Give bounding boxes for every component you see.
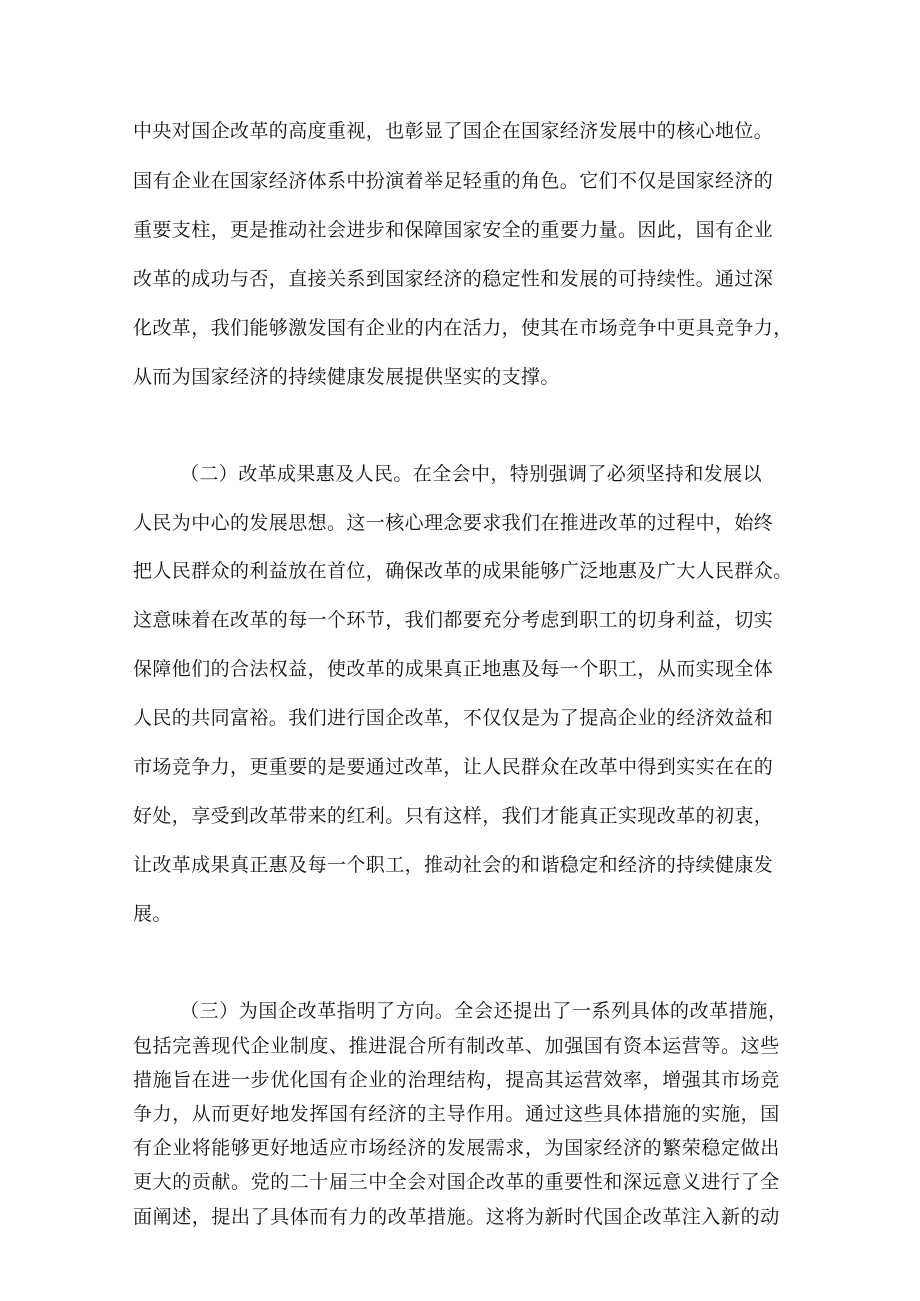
paragraph-two-heading-line: （二）改革成果惠及人民。在全会中，特别强调了必须坚持和发展以 bbox=[180, 463, 763, 485]
paragraph-two-line: 把人民群众的利益放在首位，确保改革的成果能够广泛地惠及广大人民群众。 bbox=[133, 560, 793, 582]
paragraph-three-line: 有企业将能够更好地适应市场经济的发展需求，为国家经济的繁荣稳定做出 bbox=[133, 1137, 780, 1159]
paragraph-intro-line: 国有企业在国家经济体系中扮演着举足轻重的角色。它们不仅是国家经济的 bbox=[133, 170, 774, 192]
paragraph-two-line: 人民为中心的发展思想。这一核心理念要求我们在推进改革的过程中，始终 bbox=[133, 512, 774, 534]
paragraph-two-line: 好处，享受到改革带来的红利。只有这样，我们才能真正实现改革的初衷， bbox=[133, 805, 774, 827]
paragraph-three-line: 面阐述，提出了具体而有力的改革措施。这将为新时代国企改革注入新的动 bbox=[133, 1206, 780, 1228]
paragraph-two-line: 人民的共同富裕。我们进行国企改革，不仅仅是为了提高企业的经济效益和 bbox=[133, 707, 774, 729]
paragraph-two-line: 市场竞争力，更重要的是要通过改革，让人民群众在改革中得到实实在在的 bbox=[133, 756, 774, 778]
paragraph-three-line: 措施旨在进一步优化国有企业的治理结构，提高其运营效率，增强其市场竞 bbox=[133, 1069, 780, 1091]
paragraph-three-line: 更大的贡献。党的二十届三中全会对国企改革的重要性和深远意义进行了全 bbox=[133, 1171, 780, 1193]
paragraph-intro-line: 中央对国企改革的高度重视，也彰显了国企在国家经济发展中的核心地位。 bbox=[133, 120, 774, 142]
paragraph-three-heading-line: （三）为国企改革指明了方向。全会还提出了一系列具体的改革措施， bbox=[180, 1000, 788, 1022]
paragraph-intro-line: 化改革，我们能够激发国有企业的内在活力，使其在市场竞争中更具竞争力， bbox=[133, 317, 793, 339]
paragraph-intro-line: 从而为国家经济的持续健康发展提供坚实的支撑。 bbox=[133, 366, 560, 388]
paragraph-intro-line: 重要支柱，更是推动社会进步和保障国家安全的重要力量。因此，国有企业 bbox=[133, 219, 774, 241]
paragraph-three-line: 争力，从而更好地发挥国有经济的主导作用。通过这些具体措施的实施，国 bbox=[133, 1103, 780, 1125]
paragraph-two-line: 展。 bbox=[133, 903, 172, 925]
paragraph-two-line: 让改革成果真正惠及每一个职工，推动社会的和谐稳定和经济的持续健康发 bbox=[133, 854, 774, 876]
paragraph-intro-line: 改革的成功与否，直接关系到国家经济的稳定性和发展的可持续性。通过深 bbox=[133, 268, 774, 290]
paragraph-two-line: 保障他们的合法权益，使改革的成果真正地惠及每一个职工，从而实现全体 bbox=[133, 658, 774, 680]
paragraph-two-line: 这意味着在改革的每一个环节，我们都要充分考虑到职工的切身利益，切实 bbox=[133, 609, 774, 631]
paragraph-three-line: 包括完善现代企业制度、推进混合所有制改革、加强国有资本运营等。这些 bbox=[133, 1035, 780, 1057]
